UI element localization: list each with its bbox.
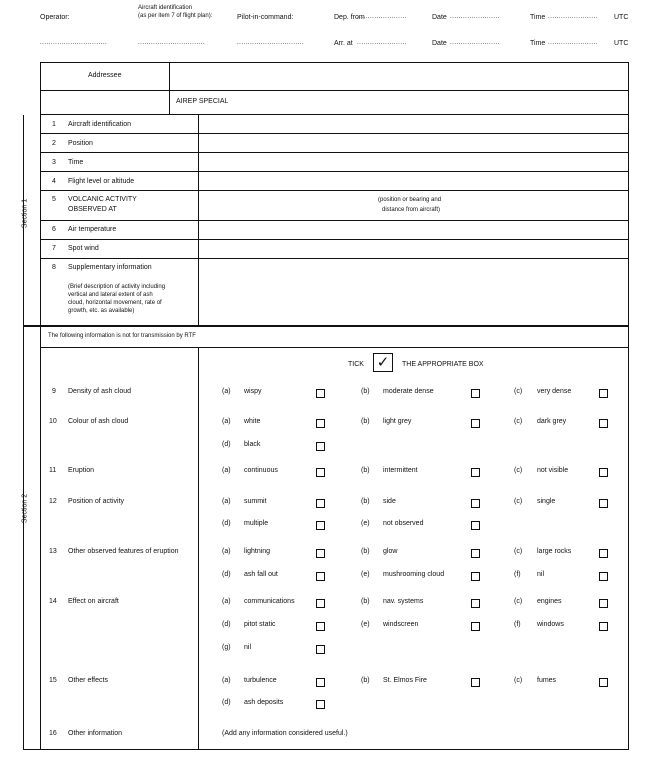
checkbox[interactable] — [599, 499, 608, 508]
option-text: windscreen — [383, 621, 419, 628]
checkbox[interactable] — [471, 521, 480, 530]
option-key: (c) — [514, 388, 523, 395]
item-label: Aircraft identification — [68, 121, 132, 128]
option-key: (e) — [361, 571, 370, 578]
not-for-rtf-note: The following information is not for transmission by RTF — [48, 333, 196, 339]
time-field-2[interactable]: ....................... — [548, 40, 598, 46]
option-key: (c) — [514, 467, 523, 474]
tick-label: TICK — [348, 361, 364, 368]
option-key: (b) — [361, 498, 370, 505]
checkbox[interactable] — [471, 678, 480, 687]
option-key: (g) — [222, 644, 231, 651]
option-key: (e) — [361, 520, 370, 527]
option-text: not visible — [537, 467, 569, 474]
aircraft-id-field[interactable]: ............................... — [138, 40, 206, 46]
option-key: (a) — [222, 598, 231, 605]
rule — [40, 347, 629, 348]
checkbox[interactable] — [599, 419, 608, 428]
item-label: Flight level or altitude — [68, 178, 135, 185]
option-key: (a) — [222, 548, 231, 555]
item-label: Supplementary information — [68, 264, 152, 271]
rule — [40, 90, 629, 91]
option-text: engines — [537, 598, 562, 605]
addressee-label: Addressee — [88, 72, 122, 79]
checkbox[interactable] — [316, 622, 325, 631]
checkbox[interactable] — [316, 442, 325, 451]
checkbox[interactable] — [316, 549, 325, 558]
option-key: (a) — [222, 467, 231, 474]
rule — [198, 347, 199, 750]
item-number: 12 — [49, 498, 57, 505]
option-key: (d) — [222, 571, 231, 578]
option-text: summit — [244, 498, 267, 505]
item-label: Other observed features of eruption — [68, 548, 179, 555]
time-field-1[interactable]: ....................... — [548, 14, 598, 20]
item-description: vertical and lateral extent of ash — [68, 292, 153, 298]
checkbox[interactable] — [316, 419, 325, 428]
checkbox[interactable] — [316, 700, 325, 709]
item-number: 16 — [49, 730, 57, 737]
option-key: (b) — [361, 388, 370, 395]
option-text: lightning — [244, 548, 271, 555]
item-label: Eruption — [68, 467, 95, 474]
option-text: white — [244, 418, 261, 425]
checkbox[interactable] — [599, 678, 608, 687]
option-text: large rocks — [537, 548, 572, 555]
option-text: multiple — [244, 520, 269, 527]
option-key: (d) — [222, 520, 231, 527]
checkbox[interactable] — [316, 599, 325, 608]
option-key: (c) — [514, 418, 523, 425]
time-label-1: Time — [530, 14, 546, 21]
option-key: (b) — [361, 677, 370, 684]
option-text: nil — [244, 644, 252, 651]
option-text: communications — [244, 598, 295, 605]
aircraft-id-sublabel: (as per item 7 of flight plan): — [138, 13, 213, 19]
option-text: mushrooming cloud — [383, 571, 445, 578]
section1-label: Section 1 — [21, 198, 29, 229]
option-text: single — [537, 498, 556, 505]
item-number: 9 — [52, 388, 56, 395]
option-text: black — [244, 441, 261, 448]
option-key: (f) — [514, 621, 521, 628]
option-key: (a) — [222, 418, 231, 425]
checkbox[interactable] — [599, 599, 608, 608]
option-key: (e) — [361, 621, 370, 628]
operator-field[interactable]: ............................... — [40, 40, 108, 46]
option-text: light grey — [383, 418, 412, 425]
option-text: wispy — [244, 388, 262, 395]
option-text: turbulence — [244, 677, 277, 684]
rule — [40, 239, 629, 240]
item-description: cloud, horizontal movement, rate of — [68, 300, 162, 306]
option-text: windows — [537, 621, 564, 628]
rule — [169, 62, 170, 115]
airep-special-label: AIREP SPECIAL — [176, 98, 229, 105]
rule — [40, 133, 629, 134]
option-text: ash deposits — [244, 699, 284, 706]
item-label: Time — [68, 159, 84, 166]
rule — [40, 62, 629, 63]
section2-label: Section 2 — [21, 493, 29, 524]
option-key: (c) — [514, 498, 523, 505]
rule — [40, 62, 41, 115]
item-number: 2 — [52, 140, 56, 147]
rule — [40, 258, 629, 259]
rule — [23, 749, 629, 750]
rule — [628, 115, 629, 750]
item-label: Colour of ash cloud — [68, 418, 129, 425]
item-label: Air temperature — [68, 226, 117, 233]
option-text: nil — [537, 571, 545, 578]
option-key: (d) — [222, 699, 231, 706]
option-text: very dense — [537, 388, 572, 395]
option-text: not observed — [383, 520, 424, 527]
option-text: continuous — [244, 467, 278, 474]
option-key: (c) — [514, 677, 523, 684]
arr-field[interactable]: ....................... — [357, 40, 407, 46]
option-text: nav. systems — [383, 598, 424, 605]
appropriate-box-label: THE APPROPRIATE BOX — [402, 361, 484, 368]
item-label: OBSERVED AT — [68, 206, 117, 213]
dep-label: Dep. from — [334, 14, 365, 21]
rule — [628, 62, 629, 115]
option-key: (d) — [222, 621, 231, 628]
option-key: (b) — [361, 467, 370, 474]
item-label: Other information — [68, 730, 123, 737]
rule — [40, 115, 41, 750]
item-label: Position — [68, 140, 93, 147]
item-note: distance from aircraft) — [382, 207, 441, 213]
aircraft-id-label: Aircraft identification — [138, 5, 193, 11]
item-number: 5 — [52, 196, 56, 203]
rule — [40, 171, 629, 172]
date-field-2[interactable]: ....................... — [450, 40, 500, 46]
item-label: Spot wind — [68, 245, 99, 252]
rule — [40, 220, 629, 221]
dep-field[interactable]: ....................... — [357, 14, 407, 20]
item-number: 8 — [52, 264, 56, 271]
checkbox[interactable] — [599, 549, 608, 558]
option-key: (a) — [222, 388, 231, 395]
item-number: 7 — [52, 245, 56, 252]
option-text: intermittent — [383, 467, 418, 474]
checkbox[interactable] — [471, 622, 480, 631]
option-key: (c) — [514, 598, 523, 605]
item-description: growth, etc. as available) — [68, 308, 135, 314]
date-label-2: Date — [432, 40, 447, 47]
operator-label: Operator: — [40, 14, 70, 21]
checkbox[interactable] — [316, 468, 325, 477]
option-key: (a) — [222, 498, 231, 505]
item-number: 13 — [49, 548, 57, 555]
checkbox[interactable] — [471, 499, 480, 508]
checkbox[interactable] — [471, 468, 480, 477]
pilot-label: Pilot-in-command: — [237, 14, 294, 21]
checkbox[interactable] — [316, 572, 325, 581]
rule — [40, 190, 629, 191]
option-key: (d) — [222, 441, 231, 448]
option-text: pitot static — [244, 621, 276, 628]
option-key: (c) — [514, 548, 523, 555]
item-number: 1 — [52, 121, 56, 128]
checkbox[interactable] — [316, 645, 325, 654]
checkmark-icon: ✓ — [376, 353, 390, 371]
item-label: Effect on aircraft — [68, 598, 119, 605]
option-text: side — [383, 498, 396, 505]
option-text: glow — [383, 548, 398, 555]
option-key: (b) — [361, 548, 370, 555]
arr-label: Arr. at — [334, 40, 353, 47]
option-text: moderate dense — [383, 388, 434, 395]
tick-example-box — [373, 353, 393, 372]
checkbox[interactable] — [471, 572, 480, 581]
option-text: dark grey — [537, 418, 567, 425]
checkbox[interactable] — [599, 622, 608, 631]
item-label: Density of ash cloud — [68, 388, 132, 395]
item-number: 14 — [49, 598, 57, 605]
option-text: St. Elmos Fire — [383, 677, 427, 684]
option-text: fumes — [537, 677, 557, 684]
checkbox[interactable] — [599, 389, 608, 398]
option-key: (f) — [514, 571, 521, 578]
item-label: VOLCANIC ACTIVITY — [68, 196, 137, 203]
rule — [23, 325, 629, 327]
date-label-1: Date — [432, 14, 447, 21]
item-number: 3 — [52, 159, 56, 166]
utc-label-2: UTC — [614, 40, 629, 47]
item-number: 15 — [49, 677, 57, 684]
item-number: 6 — [52, 226, 56, 233]
checkbox[interactable] — [471, 599, 480, 608]
checkbox[interactable] — [316, 678, 325, 687]
option-key: (b) — [361, 598, 370, 605]
date-field-1[interactable]: ....................... — [450, 14, 500, 20]
pilot-field[interactable]: ............................... — [237, 40, 305, 46]
option-text: ash fall out — [244, 571, 278, 578]
item-label: Position of activity — [68, 498, 125, 505]
time-label-2: Time — [530, 40, 546, 47]
item-note: (Add any information considered useful.) — [222, 730, 348, 737]
item-note: (position or bearing and — [378, 197, 442, 203]
item-number: 10 — [49, 418, 57, 425]
item-description: (Brief description of activity including — [68, 284, 166, 290]
checkbox[interactable] — [471, 549, 480, 558]
rule — [40, 152, 629, 153]
item-number: 11 — [49, 467, 57, 474]
checkbox[interactable] — [316, 521, 325, 530]
checkbox[interactable] — [471, 419, 480, 428]
checkbox[interactable] — [599, 572, 608, 581]
checkbox[interactable] — [316, 499, 325, 508]
rule — [40, 114, 629, 115]
item-number: 4 — [52, 178, 56, 185]
option-key: (b) — [361, 418, 370, 425]
checkbox[interactable] — [599, 468, 608, 477]
option-key: (a) — [222, 677, 231, 684]
checkbox[interactable] — [471, 389, 480, 398]
checkbox[interactable] — [316, 389, 325, 398]
utc-label-1: UTC — [614, 14, 629, 21]
item-label: Other effects — [68, 677, 108, 684]
addressee-field[interactable] — [171, 64, 626, 89]
